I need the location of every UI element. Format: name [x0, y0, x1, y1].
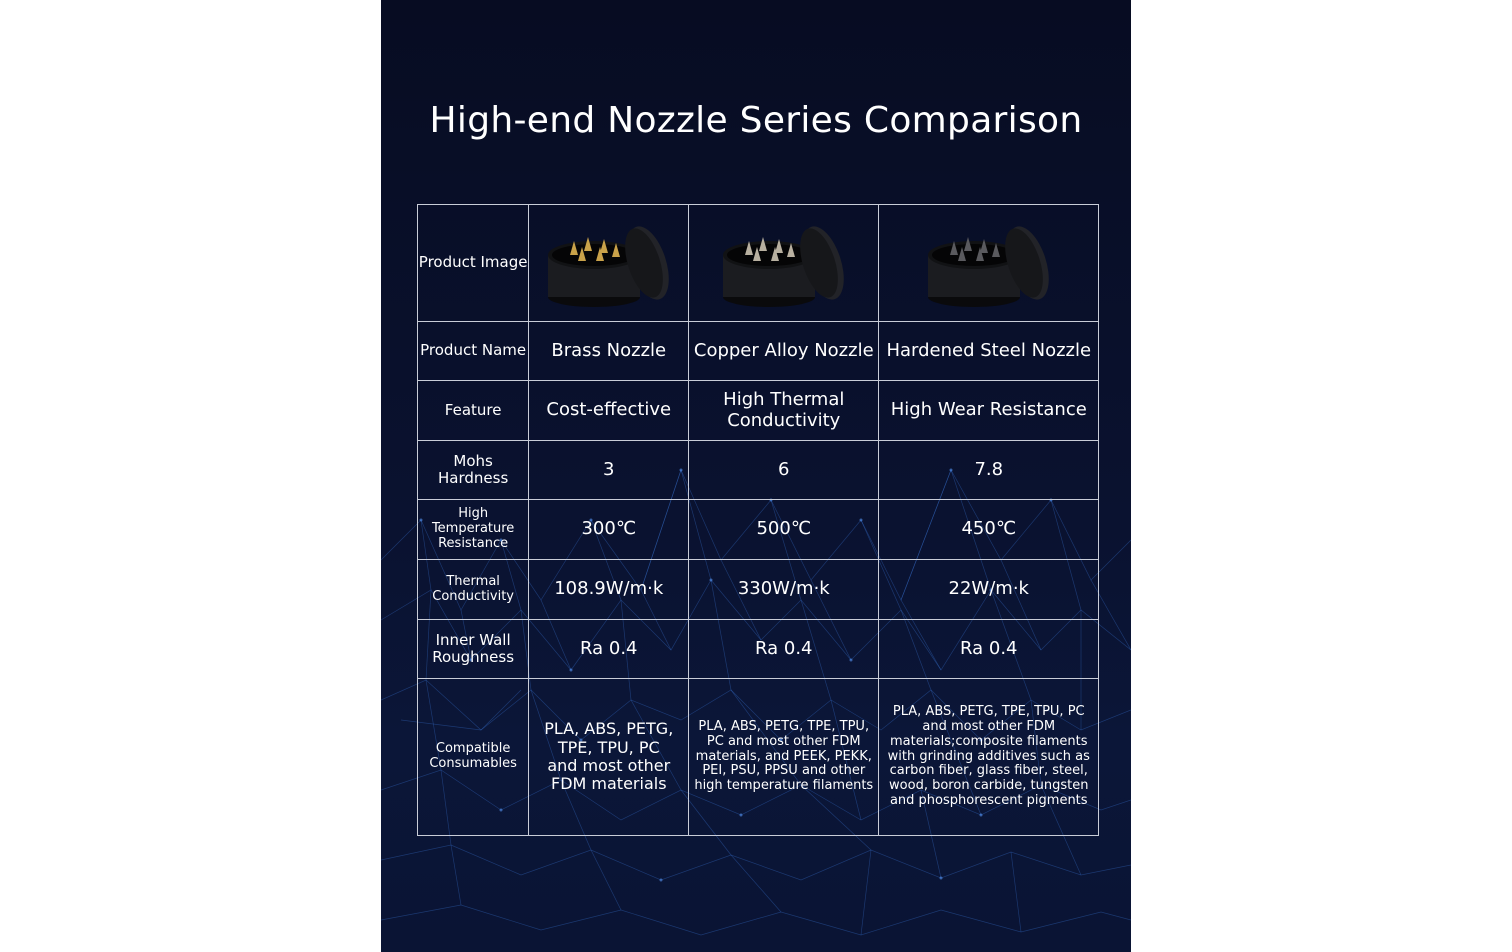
- conductivity-cell: 22W/m·k: [879, 560, 1099, 620]
- product-image-cell: [689, 205, 879, 322]
- consumables-cell: [879, 679, 1099, 836]
- product-name-cell: Hardened Steel Nozzle: [879, 322, 1099, 381]
- feature-text: High Thermal Conductivity: [723, 388, 845, 431]
- table-row: [418, 500, 1099, 560]
- table-row: [418, 205, 1099, 322]
- row-header-product-image: Product Image: [418, 205, 529, 322]
- row-header-thermal-conductivity: Thermal Conductivity: [418, 560, 529, 620]
- row-header-feature: Feature: [418, 381, 529, 441]
- temperature-cell: 450℃: [879, 500, 1099, 560]
- row-header-high-temperature-resistance: High Temperature Resistance: [418, 500, 529, 560]
- table-row: [418, 679, 1099, 836]
- feature-cell: Cost-effective: [529, 381, 689, 441]
- product-image-cell: [529, 205, 689, 322]
- row-header-inner-wall-roughness: Inner Wall Roughness: [418, 620, 529, 679]
- consumables-cell: [689, 679, 879, 836]
- table-row: [418, 620, 1099, 679]
- feature-cell: [689, 381, 879, 441]
- roughness-cell: Ra 0.4: [689, 620, 879, 679]
- copper-alloy-nozzle-jar-image: [719, 215, 849, 311]
- row-header-mohs-hardness: [418, 441, 529, 500]
- conductivity-cell: 108.9W/m·k: [529, 560, 689, 620]
- consumables-cell: [529, 679, 689, 836]
- hardness-cell: 3: [529, 441, 689, 500]
- comparison-panel: [381, 0, 1131, 952]
- conductivity-cell: 330W/m·k: [689, 560, 879, 620]
- table-row: [418, 381, 1099, 441]
- product-name-cell: Copper Alloy Nozzle: [689, 322, 879, 381]
- temperature-cell: 300℃: [529, 500, 689, 560]
- feature-cell: High Wear Resistance: [879, 381, 1099, 441]
- consumables-text: PLA, ABS, PETG, TPE, TPU, PC and most other FDM materials;composite filaments with grinding additives such as carbon fiber, glass fiber, steel, wood, boron carbide, tungsten and phosphorescent pigments: [887, 703, 1090, 809]
- consumables-text: PLA, ABS, PETG, TPE, TPU, PC and most other FDM materials: [544, 719, 674, 794]
- table-row: [418, 441, 1099, 500]
- temperature-cell: 500℃: [689, 500, 879, 560]
- consumables-text: PLA, ABS, PETG, TPE, TPU, PC and most other FDM materials, and PEEK, PEKK, PEI, PSU, PPSU and other high temperature filaments: [694, 718, 874, 794]
- page-title: High-end Nozzle Series Comparison: [429, 100, 1083, 141]
- table-row: [418, 560, 1099, 620]
- hardness-cell: 6: [689, 441, 879, 500]
- roughness-cell: Ra 0.4: [879, 620, 1099, 679]
- comparison-table: [417, 204, 1099, 836]
- roughness-cell: Ra 0.4: [529, 620, 689, 679]
- row-header-product-name: Product Name: [418, 322, 529, 381]
- brass-nozzle-jar-image: [544, 215, 674, 311]
- hardness-cell: 7.8: [879, 441, 1099, 500]
- product-image-cell: [879, 205, 1099, 322]
- row-header-text: Mohs Hardness: [438, 451, 509, 487]
- row-header-compatible-consumables: Compatible Consumables: [418, 679, 529, 836]
- product-name-cell: Brass Nozzle: [529, 322, 689, 381]
- hardened-steel-nozzle-jar-image: [924, 215, 1054, 311]
- table-row: [418, 322, 1099, 381]
